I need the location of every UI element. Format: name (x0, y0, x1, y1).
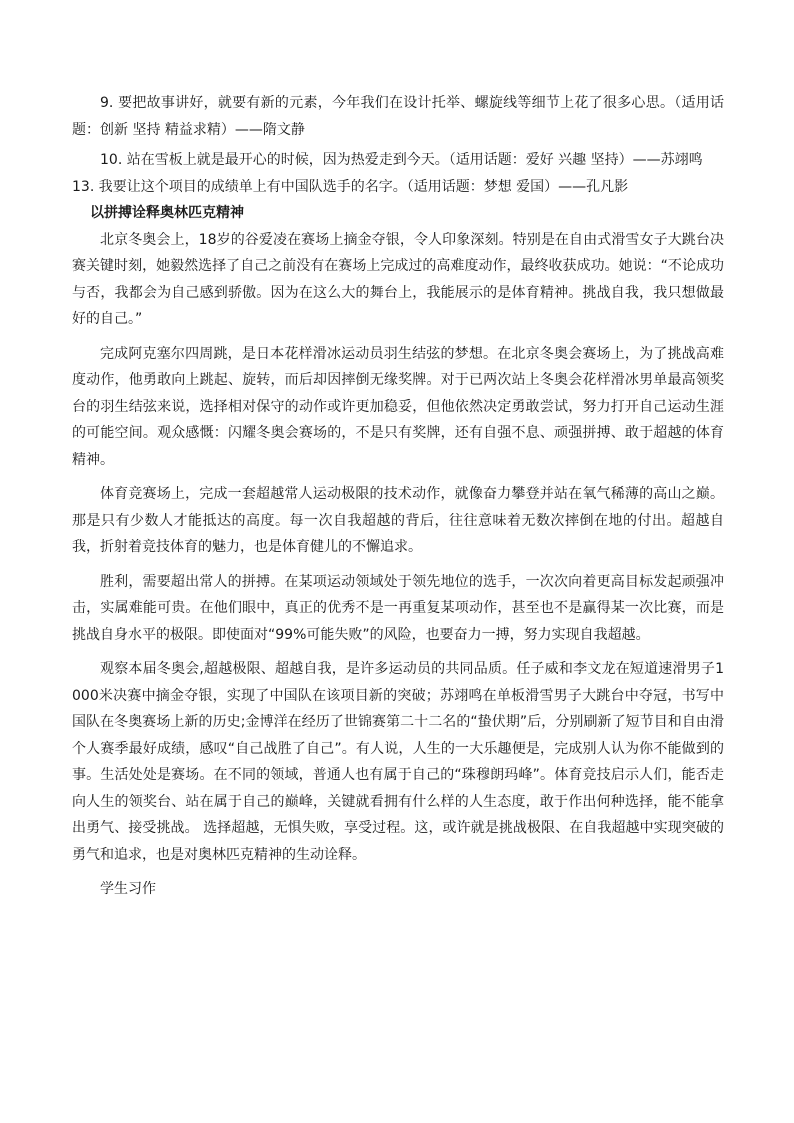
paragraph-3: 体育竞赛场上，完成一套超越常人运动极限的技术动作，就像奋力攀登并站在氧气稀薄的高山之巅。那是只有少数人才能抵达的高度。每一次自我超越的背后，往往意味着无数次摔倒在地的付出。超越自我，折射着竞技体育的魅力，也是体育健儿的不懈追求。 (72, 486, 724, 555)
paragraph-1: 北京冬奥会上，18岁的谷爱凌在赛场上摘金夺银，令人印象深刻。特别是在自由式滑雪女子大跳台决赛关键时刻，她毅然选择了自己之前没有在赛场上完成过的高难度动作，最终收获成功。她说：“不论成功与否，我都会为自己感到骄傲。因为在这么大的舞台上，我能展示的是体育精神。挑战自我，我只想做最好的自己。” (72, 231, 724, 327)
quote-item-13: 13. 我要让这个项目的成绩单上有中国队选手的名字。（适用话题：梦想 爱国）——孔凡影 (72, 178, 629, 195)
quote-item-9: 9. 要把故事讲好，就要有新的元素，今年我们在设计托举、螺旋线等细节上花了很多心思。（适用话题：创新 坚持 精益求精）——隋文静 (72, 95, 724, 138)
paragraph-4: 胜利，需要超出常人的拼搏。在某项运动领域处于领先地位的选手，一次次向着更高目标发起顽强冲击，实属难能可贵。在他们眼中，真正的优秀不是一再重复某项动作，甚至也不是赢得某一次比赛，而是挑战自身水平的极限。即使面对“99%可能失败”的风险，也要奋力一搏，努力实现自我超越。 (72, 573, 724, 643)
paragraph-2: 完成阿克塞尔四周跳，是日本花样滑冰运动员羽生结弦的梦想。在北京冬奥会赛场上，为了挑战高难度动作，他勇敢向上跳起、旋转，而后却因摔倒无缘奖牌。对于已两次站上冬奥会花样滑冰男单最高领奖台的羽生结弦来说，选择相对保守的动作或许更加稳妥，但他依然决定勇敢尝试，努力打开自己运动生涯的可能空间。观众感慨：闪耀冬奥会赛场的，不是只有奖牌，还有自强不息、顽强拼搏、敢于超越的体育精神。 (72, 345, 724, 468)
paragraph-5: 观察本届冬奥会,超越极限、超越自我，是许多运动员的共同品质。任子威和李文龙在短道速滑男子1000米决赛中摘金夺银，实现了中国队在该项目新的突破；苏翊鸣在单板滑雪男子大跳台中夺冠，书写中国队在冬奥赛场上新的历史;金博洋在经历了世锦赛第二十二名的“蛰伏期”后，分别刷新了短节目和自由滑个人赛季最好成绩，感叹“自己战胜了自己”。有人说，人生的一大乐趣便是，完成别人认为你不能做到的事。生活处处是赛场。在不同的领域，普通人也有属于自己的“珠穆朗玛峰”。体育竞技启示人们，能否走向人生的领奖台、站在属于自己的巅峰，关键就看拥有什么样的人生态度，敢于作出何种选择，能不能拿出勇气、接受挑战。 选择超越，无惧失败，享受过程。这，或许就是挑战极限、在自我超越中实现突破的勇气和追求，也是对奥林匹克精神的生动诠释。 (72, 661, 724, 863)
document-body (72, 90, 724, 903)
section-heading: 以拼搏诠释奥林匹克精神 (90, 205, 244, 221)
quote-item-10: 10. 站在雪板上就是最开心的时候，因为热爱走到今天。（适用话题：爱好 兴趣 坚持）——苏翊鸣 (100, 152, 703, 168)
student-writing-label: 学生习作 (100, 881, 156, 897)
